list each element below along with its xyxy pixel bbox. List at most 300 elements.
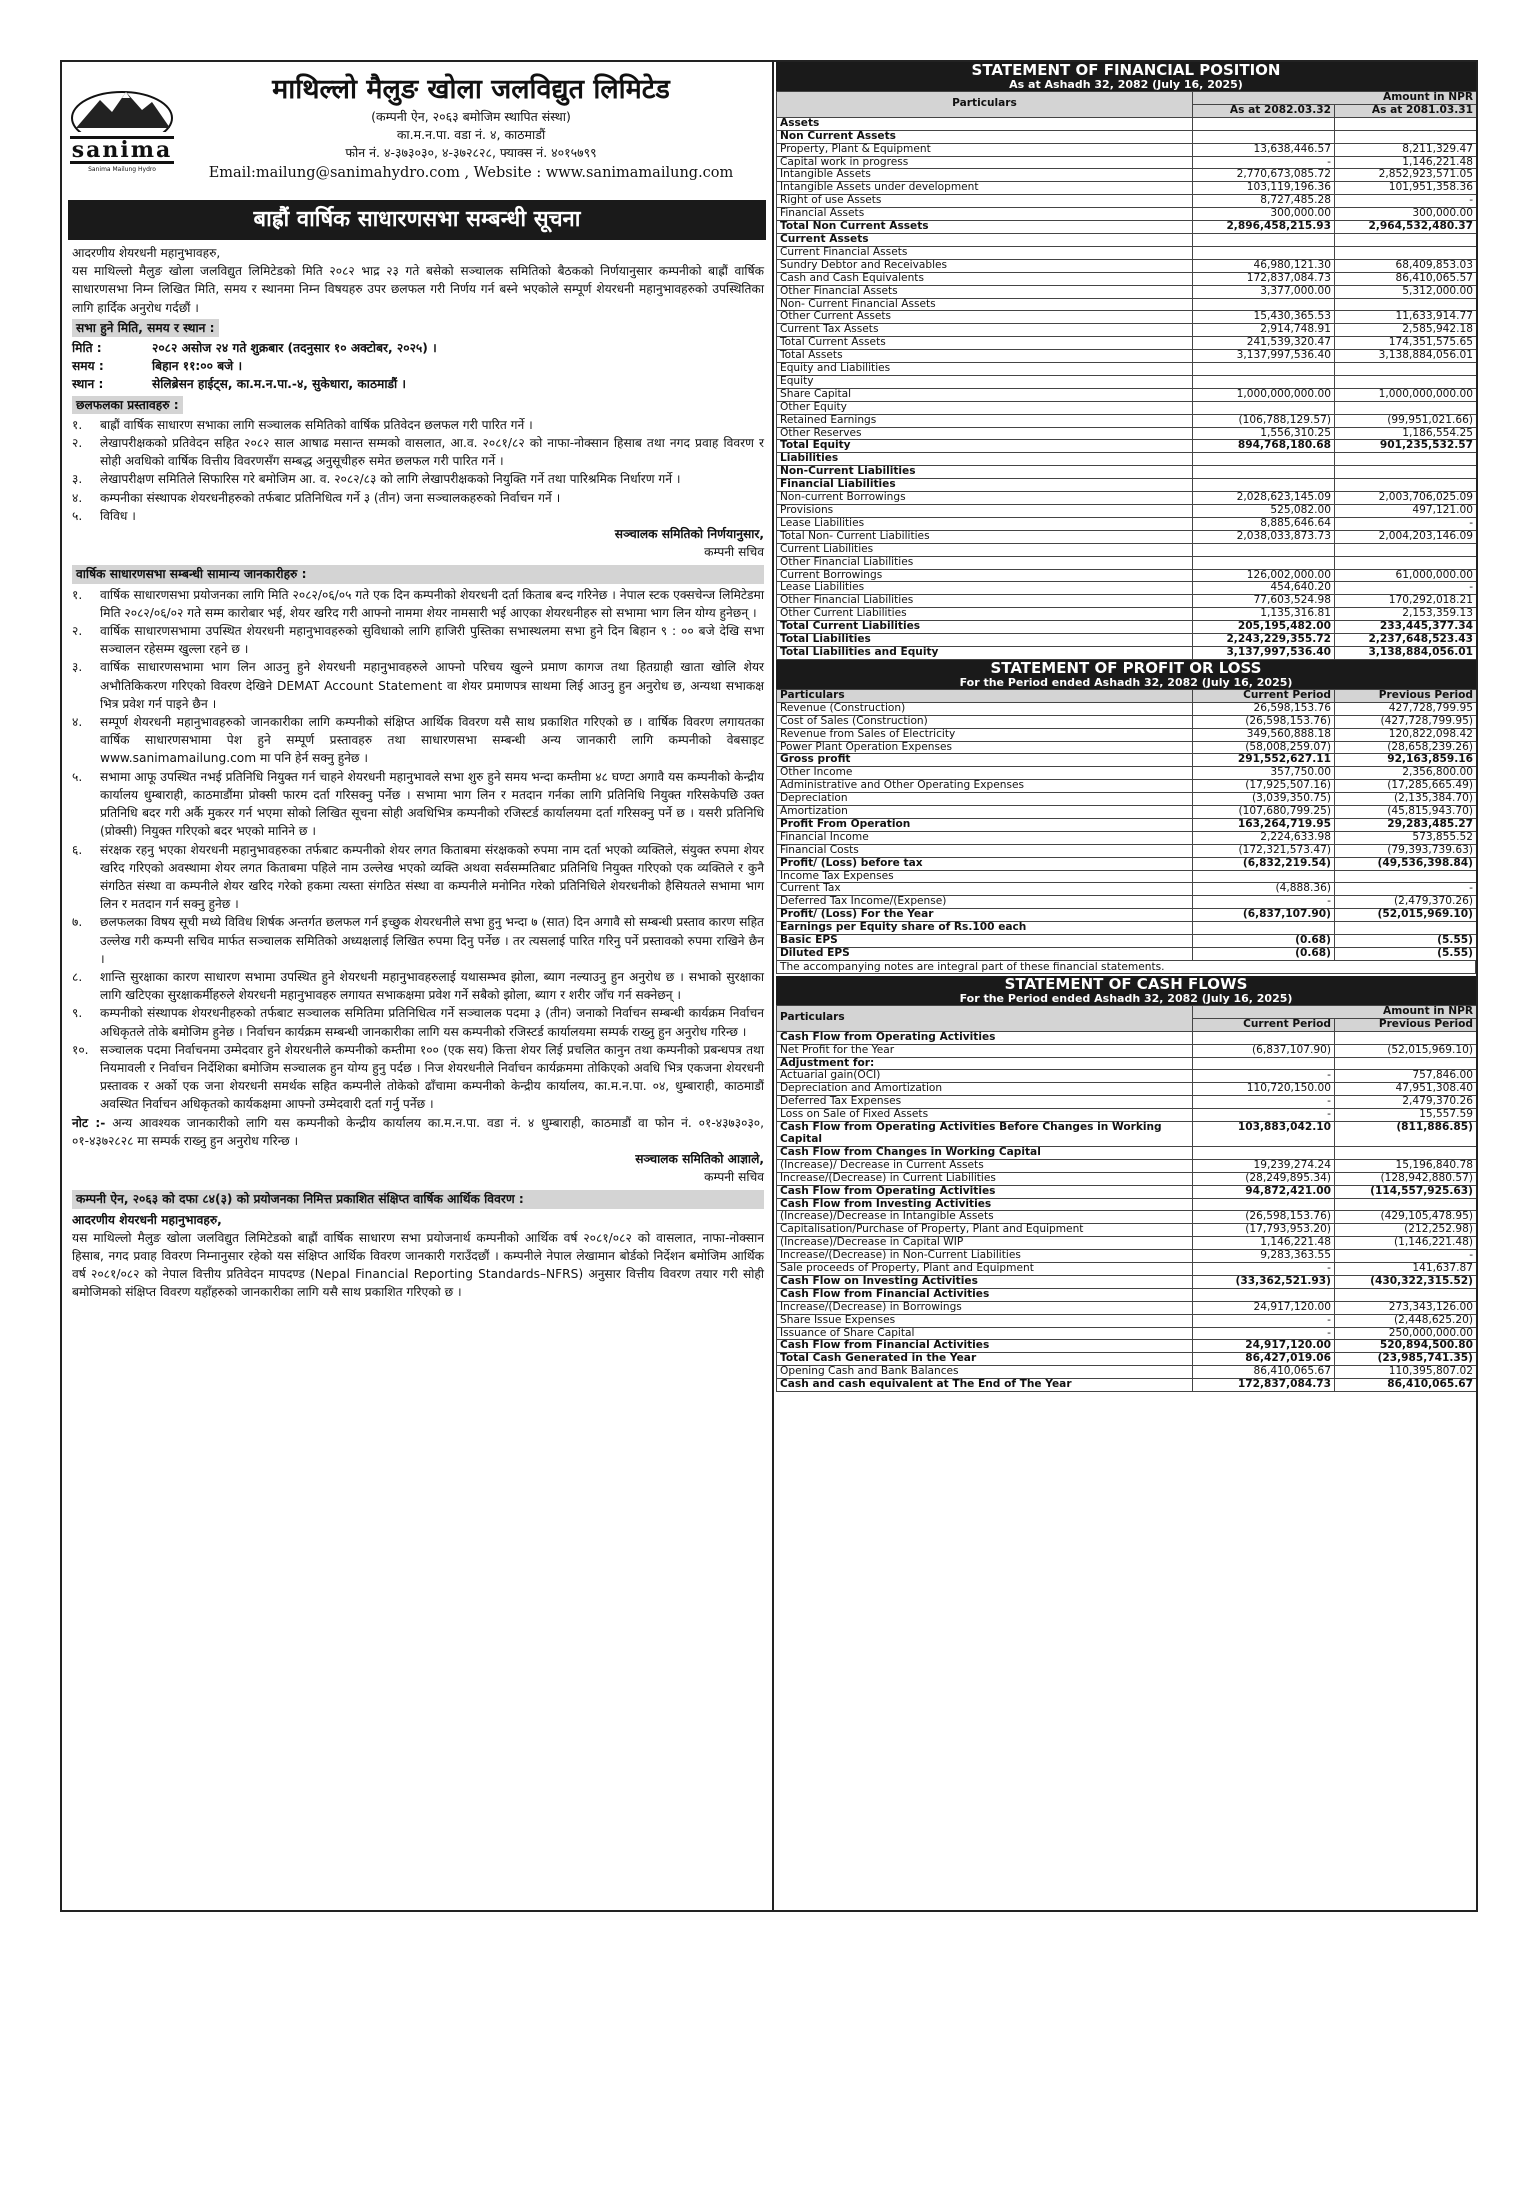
summary-salutation: आदरणीय शेयरधनी महानुभावहरु, <box>72 1212 222 1227</box>
sfp-row-label: Financial Liabilities <box>777 479 1193 492</box>
cf-previous-value: 141,637.87 <box>1335 1263 1477 1276</box>
sfp-row <box>777 530 1477 543</box>
cf-previous-value: 15,557.59 <box>1335 1109 1477 1122</box>
sfp-current-value: 46,980,121.30 <box>1193 259 1335 272</box>
sfp-row-label: Current Financial Assets <box>777 246 1193 259</box>
cf-previous-value: 15,196,840.78 <box>1335 1159 1477 1172</box>
sfp-row <box>777 285 1477 298</box>
info-number: १. <box>72 587 83 602</box>
sfp-rows <box>777 117 1477 659</box>
sfp-row <box>777 298 1477 311</box>
sfp-previous-value <box>1335 246 1477 259</box>
sfp-row-label: Total Liabilities <box>777 634 1193 647</box>
info-text: सम्पूर्ण शेयरधनी महानुभावहरुको जानकारीका लागि कम्पनीको संक्षिप्त आर्थिक विवरण यसै साथ प्रकाशित गरिएको छ । वार्षिक विवरण लगायतका वार्षिक साधारणसभामा पेश हुने सम्पूर्ण प्रस्तावहरु तथा साधारणसभा सम्बन्धी अन्य जानकारी लागि कम्पनीको वेबसाइट www.sanimamailung.com मा पनि हेर्न सक्नु हुनेछ । <box>100 715 764 766</box>
sfp-row-label: Non- Current Financial Assets <box>777 298 1193 311</box>
pl-row <box>777 831 1477 844</box>
sfp-current-value: (106,788,129.57) <box>1193 414 1335 427</box>
info-list <box>72 586 764 1114</box>
cf-current-value: (33,362,521.93) <box>1193 1275 1335 1288</box>
cf-current-value: 172,837,084.73 <box>1193 1379 1335 1392</box>
cf-row-label: Depreciation and Amortization <box>777 1083 1193 1096</box>
pl-previous-value: 2,356,800.00 <box>1335 767 1477 780</box>
cf-previous-value: (212,252.98) <box>1335 1224 1477 1237</box>
company-info <box>174 72 768 184</box>
sfp-row-label: Total Non Current Assets <box>777 221 1193 234</box>
sfp-previous-value <box>1335 453 1477 466</box>
pl-current-value: - <box>1193 896 1335 909</box>
sfp-current-value: 103,119,196.36 <box>1193 182 1335 195</box>
sfp-current-value: 3,137,997,536.40 <box>1193 646 1335 659</box>
cf-row <box>777 1314 1477 1327</box>
sfp-previous-value: 1,146,221.48 <box>1335 156 1477 169</box>
agenda-text: लेखापरीक्षण समितिले सिफारिस गरे बमोजिम आ. व. २०८२/८३ को लागि लेखापरीक्षकको नियुक्ति गर्ने तथा पारिश्रमिक निर्धारण गर्ने । <box>100 472 681 487</box>
pl-row-label: Cost of Sales (Construction) <box>777 715 1193 728</box>
cf-row <box>777 1185 1477 1198</box>
cf-row <box>777 1379 1477 1392</box>
pl-previous-value: (2,135,384.70) <box>1335 793 1477 806</box>
sfp-row-label: Current Liabilities <box>777 543 1193 556</box>
summary-paragraph: यस माथिल्लो मैलुङ खोला जलविद्युत लिमिटेडको बाह्रौं वार्षिक साधारण सभा प्रयोजनार्थ कम्पनीको आर्थिक वर्ष २०८१/०८२ को वासलात, नाफा-नोक्सान हिसाब, नगद प्रवाह विवरण निम्नानुसार रहेको यस संक्षिप्त आर्थिक विवरण जानकारी गराउँदछौं । कम्पनीले नेपाल लेखामान बोर्डको निर्देशन बमोजिम आर्थिक वर्ष २०८१/०८२ को नेपाल वित्तीय प्रतिवेदन मापदण्ड (Nepal Financial Reporting Standards–NFRS) अनुसार वित्तीय विवरण तयार गरी सोही बमोजिमको संक्षिप्त विवरण यहाँहरुको जानकारीका लागि यसै साथ प्रकाशित गरिएको छ । <box>72 1230 764 1300</box>
sfp-current-value: 205,195,482.00 <box>1193 621 1335 634</box>
sfp-previous-value: 233,445,377.34 <box>1335 621 1477 634</box>
sfp-current-value: 454,640.20 <box>1193 582 1335 595</box>
pl-rows <box>777 702 1477 960</box>
sfp-row <box>777 156 1477 169</box>
sfp-current-value: 2,914,748.91 <box>1193 324 1335 337</box>
sfp-current-value <box>1193 233 1335 246</box>
company-logo <box>70 78 174 173</box>
mountain-logo-icon <box>70 78 174 132</box>
pl-current-value: 349,560,888.18 <box>1193 728 1335 741</box>
sfp-previous-value <box>1335 298 1477 311</box>
sfp-current-value: 3,377,000.00 <box>1193 285 1335 298</box>
sfp-previous-value <box>1335 233 1477 246</box>
time-label: समय : <box>72 359 104 374</box>
pl-current-value: (4,888.36) <box>1193 883 1335 896</box>
sfp-row-label: Other Financial Liabilities <box>777 556 1193 569</box>
sfp-previous-value <box>1335 117 1477 130</box>
pl-current-value: 26,598,153.76 <box>1193 702 1335 715</box>
sfp-row-label: Provisions <box>777 505 1193 518</box>
sfp-row <box>777 608 1477 621</box>
sfp-row-label: Total Current Liabilities <box>777 621 1193 634</box>
info-number: ३. <box>72 660 83 675</box>
cf-current-value: 19,239,274.24 <box>1193 1159 1335 1172</box>
sfp-previous-value <box>1335 130 1477 143</box>
sfp-row-label: Non Current Assets <box>777 130 1193 143</box>
cf-previous-value: (811,886.85) <box>1335 1122 1477 1147</box>
sfp-previous-value: 497,121.00 <box>1335 505 1477 518</box>
cf-row <box>777 1340 1477 1353</box>
sfp-previous-value <box>1335 479 1477 492</box>
cf-previous-value: 47,951,308.40 <box>1335 1083 1477 1096</box>
info-number: ५. <box>72 769 83 784</box>
pl-title: STATEMENT OF PROFIT OR LOSS <box>990 658 1262 677</box>
info-text: सभामा आफू उपस्थित नभई प्रतिनिधि नियुक्त गर्न चाहने शेयरधनी महानुभावले सभा शुरु हुने समय भन्दा कम्तीमा ४८ घण्टा अगावै यस कम्पनीको केन्द्रीय कार्यालय धुम्बाराही, काठमाडौंमा प्रोक्सी फारम दर्ता गरिसक्नु पर्नेछ । सभामा भाग लिन र मतदान गर्नका लागि प्रतिनिधि नियुक्त गरिसकेपछि उक्त प्रतिनिधि बदर गरी अर्कै मुकरर गर्न भएमा सोको लिखित सूचना सोही अवधिभित्र कम्पनीको रजिस्टर्ड कार्यालयमा दर्ता गरिसक्नु पर्ने छ । यसरी प्रतिनिधि (प्रोक्सी) नियुक्त गरिएको बदर भएको मानिने छ । <box>100 769 764 839</box>
pl-current-value: (3,039,350.75) <box>1193 793 1335 806</box>
cf-current-value: 103,883,042.10 <box>1193 1122 1335 1147</box>
pl-row <box>777 754 1477 767</box>
pl-previous-value <box>1335 922 1477 935</box>
sfp-row <box>777 272 1477 285</box>
sfp-current-value: 8,727,485.28 <box>1193 195 1335 208</box>
sfp-previous-value: 61,000,000.00 <box>1335 569 1477 582</box>
sfp-previous-value <box>1335 375 1477 388</box>
pl-row-label: Income Tax Expenses <box>777 870 1193 883</box>
sfp-previous-value: 2,237,648,523.43 <box>1335 634 1477 647</box>
sfp-row-label: Current Assets <box>777 233 1193 246</box>
pl-row <box>777 948 1477 961</box>
sfp-row-label: Share Capital <box>777 388 1193 401</box>
company-phone: फोन नं. ४-३७३०३०, ४-३७२८२८, फ्याक्स नं. ४०१५७९९ <box>345 145 597 160</box>
sfp-row <box>777 492 1477 505</box>
sfp-row <box>777 363 1477 376</box>
pl-row-label: Administrative and Other Operating Expenses <box>777 780 1193 793</box>
pl-previous-value: 120,822,098.42 <box>1335 728 1477 741</box>
place-label: स्थान : <box>72 377 104 392</box>
cf-row-label: (Increase)/Decrease in Intangible Assets <box>777 1211 1193 1224</box>
cf-col-particulars: Particulars <box>777 1005 1193 1031</box>
agenda-item <box>72 434 764 470</box>
sfp-row-label: Retained Earnings <box>777 414 1193 427</box>
meeting-time <box>72 357 764 375</box>
cf-row-label: Cash Flow on Investing Activities <box>777 1275 1193 1288</box>
cf-row <box>777 1083 1477 1096</box>
sfp-header <box>776 62 1476 91</box>
sfp-row <box>777 505 1477 518</box>
pl-current-value: (17,925,507.16) <box>1193 780 1335 793</box>
pl-previous-value: (17,285,665.49) <box>1335 780 1477 793</box>
cf-row <box>777 1070 1477 1083</box>
pl-row <box>777 870 1477 883</box>
cf-previous-value: 86,410,065.67 <box>1335 1379 1477 1392</box>
sfp-row-label: Other Reserves <box>777 427 1193 440</box>
sfp-col-current: As at 2082.03.32 <box>1193 104 1335 117</box>
company-registration: (कम्पनी ऐन, २०६३ बमोजिम स्थापित संस्था) <box>371 109 571 124</box>
cf-current-value: 1,146,221.48 <box>1193 1237 1335 1250</box>
pl-row-label: Power Plant Operation Expenses <box>777 741 1193 754</box>
pl-row-label: Revenue (Construction) <box>777 702 1193 715</box>
sfp-previous-value <box>1335 363 1477 376</box>
sfp-previous-value: 901,235,532.57 <box>1335 440 1477 453</box>
cf-col-current: Current Period <box>1193 1018 1335 1031</box>
sfp-table <box>776 91 1476 660</box>
cf-row-label: Cash Flow from Operating Activities <box>777 1031 1193 1044</box>
pl-row-label: Gross profit <box>777 754 1193 767</box>
note-text: अन्य आवश्यक जानकारीको लागि यस कम्पनीको केन्द्रीय कार्यालय का.म.न.पा. वडा नं. ४ धुम्बाराही, काठमाडौं वा फोन नं. ०१-४३७३०३०, ०१-४३७२८२८ मा सम्पर्क राख्नु हुन अनुरोध गरिन्छ । <box>72 1115 764 1148</box>
cf-row-label: Net Profit for the Year <box>777 1044 1193 1057</box>
sfp-row <box>777 595 1477 608</box>
cf-title: STATEMENT OF CASH FLOWS <box>1004 974 1248 993</box>
cf-row <box>777 1172 1477 1185</box>
sfp-row-label: Other Current Liabilities <box>777 608 1193 621</box>
cf-row <box>777 1237 1477 1250</box>
sfp-row <box>777 350 1477 363</box>
cf-row <box>777 1263 1477 1276</box>
agenda-number: २. <box>72 436 83 451</box>
pl-row-label: Depreciation <box>777 793 1193 806</box>
sfp-row <box>777 414 1477 427</box>
cf-row <box>777 1211 1477 1224</box>
sfp-row-label: Lease Liabilities <box>777 517 1193 530</box>
pl-row-label: Profit From Operation <box>777 818 1193 831</box>
cf-current-value: - <box>1193 1327 1335 1340</box>
pl-row-label: Profit/ (Loss) before tax <box>777 857 1193 870</box>
info-item <box>72 1004 764 1040</box>
cf-rows <box>777 1031 1477 1391</box>
cf-row <box>777 1198 1477 1211</box>
cf-previous-value: (430,322,315.52) <box>1335 1275 1477 1288</box>
sfp-row <box>777 324 1477 337</box>
pl-row-label: Basic EPS <box>777 935 1193 948</box>
cf-row <box>777 1044 1477 1057</box>
sfp-row <box>777 169 1477 182</box>
sfp-previous-value: 1,000,000,000.00 <box>1335 388 1477 401</box>
agenda-number: ५. <box>72 508 83 523</box>
sfp-row <box>777 246 1477 259</box>
date-value: २०८२ असोज २४ गते शुक्रबार (तदनुसार १० अक्टोबर, २०२५) । <box>152 341 437 356</box>
sfp-col-previous: As at 2081.03.31 <box>1335 104 1477 117</box>
agenda-text: कम्पनीका संस्थापक शेयरधनीहरुको तर्फबाट प्रतिनिधित्व गर्ने ३ (तीन) जना सञ्चालकहरुको निर्वाचन गर्ने । <box>100 490 561 505</box>
sfp-current-value: 894,768,180.68 <box>1193 440 1335 453</box>
sfp-col-amount: Amount in NPR <box>1193 92 1477 105</box>
agenda-number: १. <box>72 417 83 432</box>
pl-previous-value: (79,393,739.63) <box>1335 844 1477 857</box>
cf-previous-value: 2,479,370.26 <box>1335 1096 1477 1109</box>
sfp-previous-value: 3,138,884,056.01 <box>1335 646 1477 659</box>
sfp-row-label: Other Current Assets <box>777 311 1193 324</box>
sfp-row <box>777 569 1477 582</box>
sfp-current-value: 2,770,673,085.72 <box>1193 169 1335 182</box>
sfp-previous-value: 2,585,942.18 <box>1335 324 1477 337</box>
pl-previous-value: 573,855.52 <box>1335 831 1477 844</box>
sfp-previous-value: 2,003,706,025.09 <box>1335 492 1477 505</box>
sfp-subtitle: As at Ashadh 32, 2082 (July 16, 2025) <box>1009 78 1243 91</box>
pl-current-value <box>1193 870 1335 883</box>
pl-row <box>777 857 1477 870</box>
cf-current-value: (26,598,153.76) <box>1193 1211 1335 1224</box>
financial-statements <box>776 62 1476 1910</box>
pl-previous-value: 427,728,799.95 <box>1335 702 1477 715</box>
info-item <box>72 913 764 968</box>
agenda-item <box>72 507 764 525</box>
cf-current-value: 94,872,421.00 <box>1193 1185 1335 1198</box>
info-text: वार्षिक साधारणसभामा उपस्थित शेयरधनी महानुभावहरुको सुविधाको लागि हाजिरी पुस्तिका सभास्थलमा सभा हुने दिन बिहान ९ : ०० बजे देखि सभा सञ्चालन रहेसम्म खुल्ला रहने छ । <box>100 624 764 657</box>
cf-row-label: Adjustment for: <box>777 1057 1193 1070</box>
pl-previous-value: (5.55) <box>1335 948 1477 961</box>
sfp-row-label: Non-current Borrowings <box>777 492 1193 505</box>
sfp-row-label: Other Financial Liabilities <box>777 595 1193 608</box>
cf-previous-value: 520,894,500.80 <box>1335 1340 1477 1353</box>
cf-row-label: Cash Flow from Operating Activities Before Changes in Working Capital <box>777 1122 1193 1147</box>
pl-previous-value: (28,658,239.26) <box>1335 741 1477 754</box>
cf-previous-value <box>1335 1057 1477 1070</box>
sfp-current-value <box>1193 556 1335 569</box>
date-label: मिति : <box>72 341 102 356</box>
sfp-previous-value: 3,138,884,056.01 <box>1335 350 1477 363</box>
cf-current-value: 86,427,019.06 <box>1193 1353 1335 1366</box>
sfp-row <box>777 621 1477 634</box>
cf-previous-value: - <box>1335 1250 1477 1263</box>
sfp-previous-value: 86,410,065.57 <box>1335 272 1477 285</box>
cf-current-value: - <box>1193 1263 1335 1276</box>
cf-current-value: - <box>1193 1109 1335 1122</box>
sfp-row-label: Property, Plant & Equipment <box>777 143 1193 156</box>
sfp-current-value <box>1193 298 1335 311</box>
sfp-row <box>777 259 1477 272</box>
sfp-row-label: Sundry Debtor and Receivables <box>777 259 1193 272</box>
sfp-previous-value: 2,004,203,146.09 <box>1335 530 1477 543</box>
sfp-row <box>777 143 1477 156</box>
cf-previous-value: (1,146,221.48) <box>1335 1237 1477 1250</box>
sfp-current-value: 300,000.00 <box>1193 208 1335 221</box>
meeting-details-heading: सभा हुने मिति, समय र स्थान : <box>72 319 219 337</box>
cf-current-value <box>1193 1057 1335 1070</box>
sfp-row <box>777 195 1477 208</box>
sfp-current-value: 525,082.00 <box>1193 505 1335 518</box>
sfp-row-label: Lease Liabilities <box>777 582 1193 595</box>
sfp-row-label: Other Equity <box>777 401 1193 414</box>
meeting-place <box>72 375 764 393</box>
pl-row <box>777 883 1477 896</box>
agenda-item <box>72 489 764 507</box>
info-text: सञ्चालक पदमा निर्वाचनमा उम्मेदवार हुने शेयरधनीले कम्पनीको कम्तीमा १०० (एक सय) कित्ता शेयर लिई प्रचलित कानुन तथा कम्पनीको प्रबन्धपत्र तथा नियमावली र निर्वाचन निर्देशिका बमोजिम सञ्चालक हुन योग्य हुनु पर्दछ । निज शेयरधनीले निर्वाचन कार्यक्रममा तोकिएको अवधि भित्र एकजना शेयरधनी प्रस्तावक र अर्को एक जना शेयरधनी समर्थक सहित कम्पनीले तोकेको ढाँचामा कम्पनीको केन्द्रीय कार्यालय, का.म.न.पा. ०४, धुम्बाराही, काठमाडौं अवस्थित निर्वाचन अधिकृतको कार्यकक्षमा आफ्नो उम्मेदवारी दर्ता गर्नु पर्नेछ । <box>100 1042 764 1112</box>
sfp-row-label: Total Non- Current Liabilities <box>777 530 1193 543</box>
cf-row-label: Cash Flow from Investing Activities <box>777 1198 1193 1211</box>
sfp-previous-value: 68,409,853.03 <box>1335 259 1477 272</box>
cf-current-value: (6,837,107.90) <box>1193 1044 1335 1057</box>
cf-current-value: - <box>1193 1314 1335 1327</box>
cf-current-value: (17,793,953.20) <box>1193 1224 1335 1237</box>
sfp-current-value <box>1193 246 1335 259</box>
sfp-current-value: 77,603,524.98 <box>1193 595 1335 608</box>
cf-row-label: Opening Cash and Bank Balances <box>777 1366 1193 1379</box>
info-number: ९. <box>72 1006 83 1021</box>
sfp-row <box>777 479 1477 492</box>
pl-row <box>777 780 1477 793</box>
sfp-current-value: 2,038,033,873.73 <box>1193 530 1335 543</box>
pl-row <box>777 767 1477 780</box>
pl-previous-value: (52,015,969.10) <box>1335 909 1477 922</box>
cf-current-value <box>1193 1288 1335 1301</box>
sfp-row <box>777 311 1477 324</box>
sfp-current-value: 15,430,365.53 <box>1193 311 1335 324</box>
cf-previous-value: (52,015,969.10) <box>1335 1044 1477 1057</box>
pl-row-label: Current Tax <box>777 883 1193 896</box>
sfp-row <box>777 543 1477 556</box>
pl-row <box>777 922 1477 935</box>
sfp-row <box>777 440 1477 453</box>
sfp-col-particulars: Particulars <box>777 92 1193 118</box>
cf-current-value <box>1193 1146 1335 1159</box>
sfp-current-value: 2,896,458,215.93 <box>1193 221 1335 234</box>
sfp-current-value <box>1193 466 1335 479</box>
pl-current-value: 163,264,719.95 <box>1193 818 1335 831</box>
agenda-heading: छलफलका प्रस्तावहरु : <box>72 396 183 414</box>
sfp-title: STATEMENT OF FINANCIAL POSITION <box>971 62 1281 79</box>
cf-row <box>777 1301 1477 1314</box>
cf-current-value: 24,917,120.00 <box>1193 1340 1335 1353</box>
sfp-row-label: Current Tax Assets <box>777 324 1193 337</box>
cf-previous-value: (128,942,880.57) <box>1335 1172 1477 1185</box>
sfp-current-value: 241,539,320.47 <box>1193 337 1335 350</box>
sfp-row-label: Cash and Cash Equivalents <box>777 272 1193 285</box>
sfp-previous-value: 2,153,359.13 <box>1335 608 1477 621</box>
pl-previous-value: (45,815,943.70) <box>1335 806 1477 819</box>
pl-current-value: 2,224,633.98 <box>1193 831 1335 844</box>
sfp-row-label: Assets <box>777 117 1193 130</box>
intro-paragraph: यस माथिल्लो मैलुङ खोला जलविद्युत लिमिटेडको मिति २०८२ भाद्र २३ गते बसेको सञ्चालक समितिको बैठकको निर्णयानुसार कम्पनीको बाह्रौं वार्षिक साधारणसभा निम्न लिखित मिति, समय र स्थानमा निम्न विषयहरु उपर छलफल गरी निर्णय गर्न बस्ने भएकोले सम्पूर्ण शेयरधनी महानुभावहरुको उपस्थितिका लागि हार्दिक अनुरोध गर्दछौं । <box>72 264 764 315</box>
info-number: १०. <box>72 1042 89 1057</box>
logo-wordmark: sanima <box>71 137 173 163</box>
cf-current-value: - <box>1193 1070 1335 1083</box>
cf-table <box>776 1005 1476 1392</box>
cf-row-label: Actuarial gain(OCI) <box>777 1070 1193 1083</box>
sfp-row-label: Liabilities <box>777 453 1193 466</box>
sfp-current-value: 1,556,310.25 <box>1193 427 1335 440</box>
cf-row-label: Share Issue Expenses <box>777 1314 1193 1327</box>
cf-current-value: 110,720,150.00 <box>1193 1083 1335 1096</box>
info-text: वार्षिक साधारणसभा प्रयोजनका लागि मिति २०८२/०६/०५ गते एक दिन कम्पनीको शेयरधनी दर्ता किताब बन्द गरिनेछ । नेपाल स्टक एक्सचेन्ज लिमिटेडमा मिति २०८२/०६/०२ गते सम्म कारोबार भई, शेयर खरिद गरी आफ्नो नाममा शेयर नामसारी भई आएका शेयरधनीहरु सो सभामा भाग लिन योग्य हुनेछन् । <box>100 587 764 620</box>
pl-previous-value: 29,283,485.27 <box>1335 818 1477 831</box>
sfp-row <box>777 401 1477 414</box>
summary-heading: कम्पनी ऐन, २०६३ को दफा ८४(३) को प्रयोजनका निमित्त प्रकाशित संक्षिप्त वार्षिक आर्थिक विवरण : <box>72 1190 764 1208</box>
sfp-current-value: 3,137,997,536.40 <box>1193 350 1335 363</box>
sfp-current-value: 126,002,000.00 <box>1193 569 1335 582</box>
sfp-previous-value: 101,951,358.36 <box>1335 182 1477 195</box>
board-order-signature: सञ्चालक समितिको आज्ञाले, <box>635 1151 764 1166</box>
sfp-current-value: 2,243,229,355.72 <box>1193 634 1335 647</box>
pl-row-label: Other Income <box>777 767 1193 780</box>
sfp-row-label: Equity and Liabilities <box>777 363 1193 376</box>
cf-row <box>777 1109 1477 1122</box>
notice-body <box>62 240 772 1302</box>
agenda-text: बाह्रौं वार्षिक साधारण सभाका लागि सञ्चालक समितिको वार्षिक प्रतिवेदन छलफल गरी पारित गर्ने । <box>100 417 533 432</box>
sfp-current-value: 1,135,316.81 <box>1193 608 1335 621</box>
sfp-current-value: 8,885,646.64 <box>1193 517 1335 530</box>
pl-current-value <box>1193 922 1335 935</box>
cf-previous-value: 250,000,000.00 <box>1335 1327 1477 1340</box>
company-address: का.म.न.पा. वडा नं. ४, काठमाडौं <box>396 127 546 142</box>
cf-row <box>777 1096 1477 1109</box>
sfp-current-value <box>1193 479 1335 492</box>
info-number: ६. <box>72 842 83 857</box>
cf-previous-value: (429,105,478.95) <box>1335 1211 1477 1224</box>
sfp-previous-value: 170,292,018.21 <box>1335 595 1477 608</box>
pl-row-label: Revenue from Sales of Electricity <box>777 728 1193 741</box>
sfp-previous-value: 8,211,329.47 <box>1335 143 1477 156</box>
sfp-row-label: Right of use Assets <box>777 195 1193 208</box>
pl-col-previous: Previous Period <box>1335 689 1477 702</box>
cf-current-value <box>1193 1031 1335 1044</box>
pl-row <box>777 741 1477 754</box>
info-item <box>72 768 764 841</box>
note-label: नोट :- <box>72 1115 106 1130</box>
info-number: ८. <box>72 969 83 984</box>
sfp-current-value <box>1193 130 1335 143</box>
pl-current-value: (172,321,573.47) <box>1193 844 1335 857</box>
pl-row-label: Profit/ (Loss) For the Year <box>777 909 1193 922</box>
cf-previous-value <box>1335 1288 1477 1301</box>
sfp-previous-value <box>1335 556 1477 569</box>
sfp-current-value: 1,000,000,000.00 <box>1193 388 1335 401</box>
sfp-row-label: Non-Current Liabilities <box>777 466 1193 479</box>
pl-row-label: Diluted EPS <box>777 948 1193 961</box>
cf-previous-value <box>1335 1198 1477 1211</box>
agm-notice <box>62 62 774 1910</box>
cf-current-value: 24,917,120.00 <box>1193 1301 1335 1314</box>
info-item <box>72 658 764 713</box>
